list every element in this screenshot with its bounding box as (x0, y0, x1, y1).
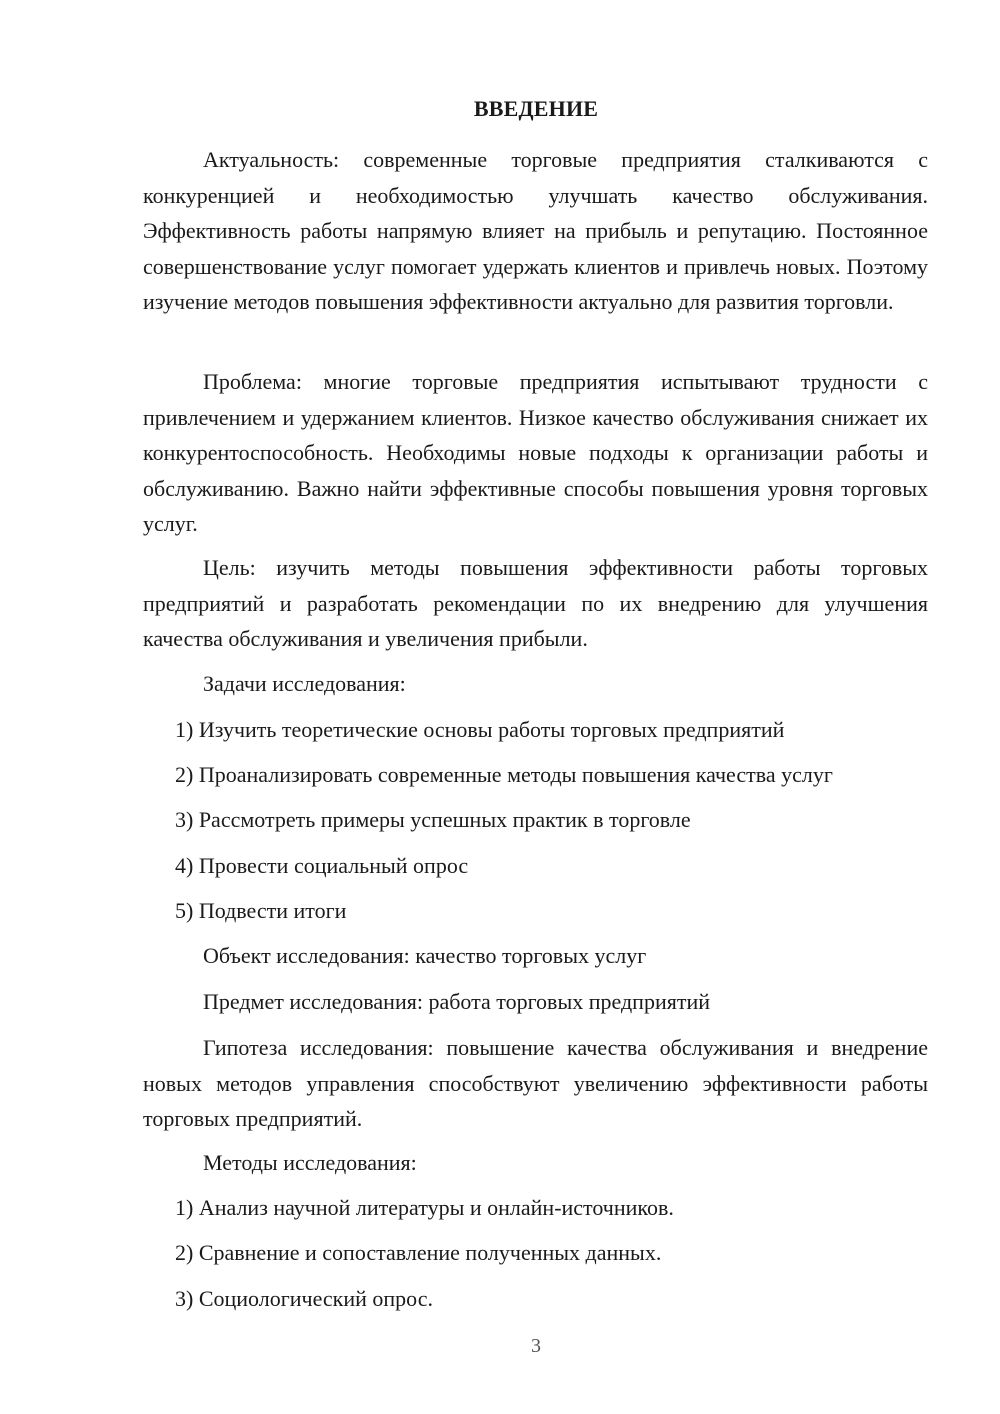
relevance-paragraph: Актуальность: современные торговые предприятия сталкиваются с конкуренцией и необходимостью улучшать качество обслуживания. Эффективность работы напрямую влияет на прибыль и репутацию. Постоянное совершенствование услуг помогает удержать клиентов и привлечь новых. Поэтому изучение методов повышения эффективности актуально для развития торговли. (143, 147, 928, 314)
hypothesis-paragraph: Гипотеза исследования: повышение качества обслуживания и внедрение новых методов управления способствуют увеличению эффективности работы торговых предприятий. (143, 1035, 928, 1131)
methods-heading: Методы исследования: (203, 1150, 417, 1175)
page-title: ВВЕДЕНИЕ (473, 96, 599, 121)
research-subject: Предмет исследования: работа торговых предприятий (203, 989, 710, 1014)
research-object: Объект исследования: качество торговых услуг (203, 943, 647, 968)
task-item: 1) Изучить теоретические основы работы торговых предприятий (175, 717, 785, 742)
page-number: 3 (531, 1335, 541, 1357)
method-item: 2) Сравнение и сопоставление полученных данных. (175, 1240, 662, 1265)
goal-paragraph: Цель: изучить методы повышения эффективности работы торговых предприятий и разработать рекомендации по их внедрению для улучшения качества обслуживания и увеличения прибыли. (143, 555, 928, 651)
method-item: 1) Анализ научной литературы и онлайн-источников. (175, 1195, 674, 1220)
task-item: 4) Провести социальный опрос (175, 853, 469, 878)
problem-paragraph: Проблема: многие торговые предприятия испытывают трудности с привлечением и удержанием клиентов. Низкое качество обслуживания снижает их конкурентоспособность. Необходимы новые подходы к организации работы и обслуживанию. Важно найти эффективные способы повышения уровня торговых услуг. (143, 369, 928, 536)
task-item: 5) Подвести итоги (175, 898, 347, 923)
task-item: 2) Проанализировать современные методы повышения качества услуг (175, 762, 833, 787)
task-item: 3) Рассмотреть примеры успешных практик в торговле (175, 807, 691, 832)
tasks-heading: Задачи исследования: (203, 671, 406, 696)
method-item: 3) Социологический опрос. (175, 1286, 433, 1311)
